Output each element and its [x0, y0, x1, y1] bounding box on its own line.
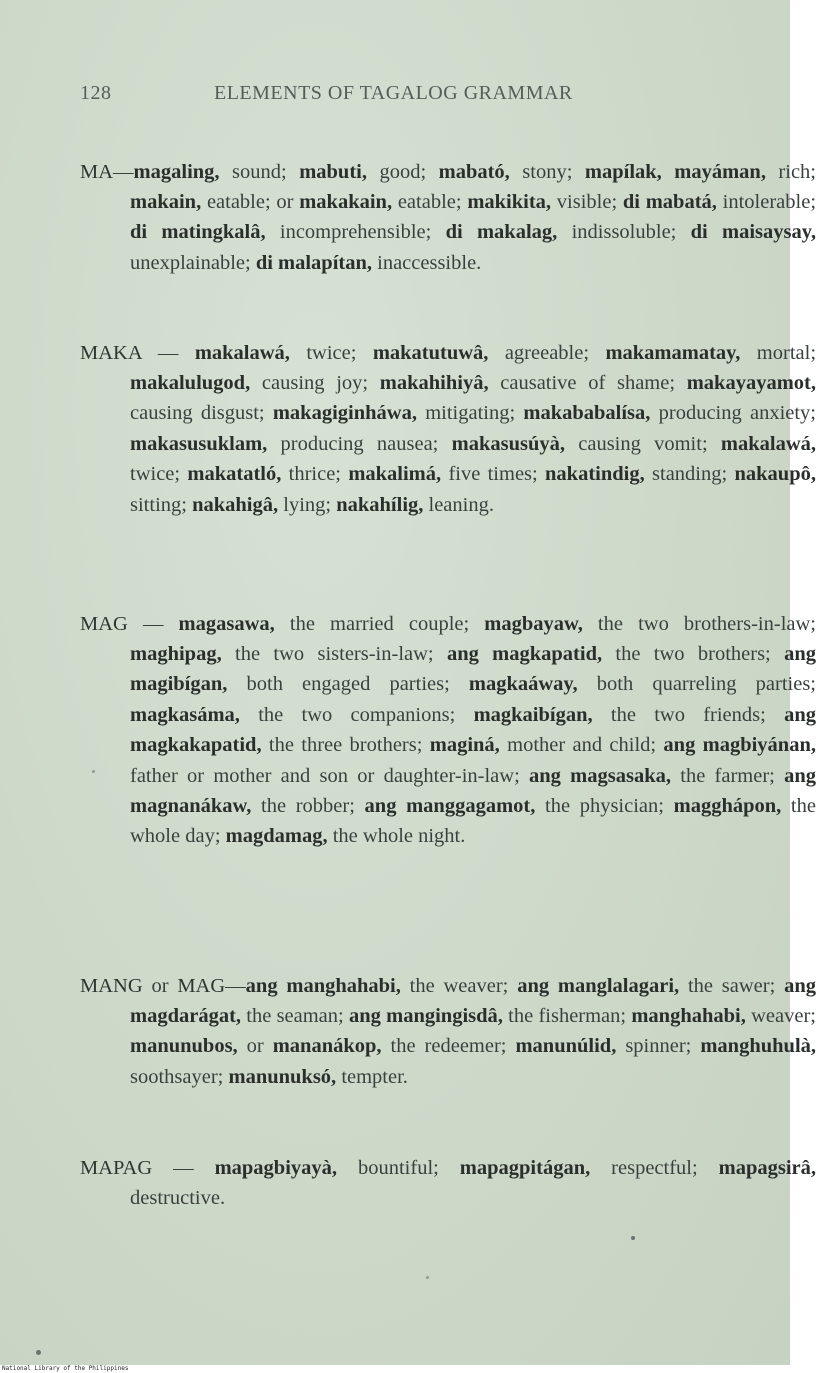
gloss-text: the two brothers-in-law; [582, 612, 816, 635]
gloss-text: the physician; [535, 794, 674, 817]
tagalog-term: manunúlid, [515, 1035, 617, 1058]
tagalog-term: makayayamot, [686, 371, 816, 394]
entry-maka [80, 338, 816, 520]
gloss-text: indissoluble; [557, 221, 691, 244]
tagalog-term: manghuhulà, [700, 1035, 816, 1058]
gloss-text: sitting; [130, 493, 193, 516]
gloss-text: eatable; [392, 190, 468, 213]
tagalog-term: magkaáway, [468, 673, 578, 696]
gloss-text: the whole day; [130, 794, 816, 848]
tagalog-term: ang manggagamot, [364, 794, 536, 817]
tagalog-term: mananákop, [272, 1035, 382, 1058]
tagalog-term: makahihiyâ, [379, 371, 489, 394]
gloss-text: rich; [765, 160, 816, 183]
tagalog-term: makalulugod, [130, 371, 251, 394]
tagalog-term: mapílak, mayáman, [584, 160, 766, 183]
tagalog-term: nakaupô, [734, 463, 816, 486]
tagalog-term: makakain, [299, 190, 393, 213]
entry-heading: MAKA [80, 341, 142, 364]
gloss-text: soothsayer; [130, 1065, 229, 1088]
gloss-text: causative of shame; [488, 371, 687, 394]
entry-mapag [80, 1153, 816, 1214]
tagalog-term: ang manghahabi, [245, 974, 401, 997]
gloss-text: respectful; [590, 1156, 719, 1179]
tagalog-term: maghipag, [130, 642, 222, 665]
gloss-text: intolerable; [716, 190, 816, 213]
gloss-text: twice; [130, 463, 188, 486]
tagalog-term: mabuti, [299, 160, 367, 183]
gloss-text: the two companions; [239, 703, 474, 726]
tagalog-term: makalimá, [348, 463, 442, 486]
entry-mang [80, 971, 816, 1093]
tagalog-term: nakahigâ, [192, 493, 279, 516]
gloss-text: — [127, 612, 179, 635]
tagalog-term: ang magnanákaw, [130, 764, 816, 817]
tagalog-term: ang magdarágat, [130, 974, 816, 1027]
gloss-text: or [142, 974, 178, 997]
gloss-text: tempter. [336, 1065, 408, 1088]
gloss-text: the weaver; [400, 974, 518, 997]
tagalog-term: magkasáma, [130, 703, 240, 726]
gloss-text: the seaman; [241, 1004, 349, 1027]
paper-speck [631, 1236, 635, 1240]
entry-heading: MAG [80, 612, 128, 635]
tagalog-term: makasusúyà, [451, 432, 565, 455]
tagalog-term: manunuksó, [228, 1065, 337, 1088]
gloss-text: the sawer; [679, 974, 785, 997]
paper-speck [92, 770, 95, 773]
tagalog-term: mapagbiyayà, [214, 1156, 338, 1179]
gloss-text: both engaged parties; [227, 673, 469, 696]
gloss-text: the two brothers; [602, 642, 785, 665]
gloss-text: inaccessible. [372, 251, 482, 274]
gloss-text: standing; [644, 463, 735, 486]
entry-heading: MAPAG [80, 1156, 153, 1179]
gloss-text: twice; [289, 341, 373, 364]
entry-ma [80, 157, 816, 279]
gloss-text: the farmer; [671, 764, 785, 787]
tagalog-term: di matingkalâ, [130, 221, 266, 244]
tagalog-term: di makalag, [445, 221, 558, 244]
gloss-text: the three brothers; [261, 734, 430, 757]
gloss-text: thrice; [281, 463, 349, 486]
tagalog-term: magaling, [133, 160, 220, 183]
gloss-text: producing nausea; [267, 432, 452, 455]
gloss-text: causing joy; [250, 371, 380, 394]
gloss-text: causing disgust; [130, 402, 273, 425]
gloss-text: spinner; [616, 1035, 701, 1058]
tagalog-term: manghahabi, [631, 1004, 746, 1027]
running-title: ELEMENTS OF TAGALOG GRAMMAR [214, 82, 573, 104]
tagalog-term: makikita, [467, 190, 552, 213]
gloss-text: leaning. [423, 493, 494, 516]
tagalog-term: ang magkakapatid, [130, 703, 816, 757]
tagalog-term: makamamatay, [605, 341, 741, 364]
gloss-text: — [225, 974, 246, 997]
gloss-text: mitigating; [416, 402, 524, 425]
gloss-text: the two friends; [592, 703, 785, 726]
gloss-text: — [113, 160, 134, 183]
gloss-text: the redeemer; [381, 1035, 516, 1058]
gloss-text: or [237, 1035, 273, 1058]
gloss-text: sound; [219, 160, 300, 183]
gloss-text: mother and child; [499, 734, 664, 757]
tagalog-term: makagiginháwa, [272, 402, 417, 425]
gloss-text: the married couple; [274, 612, 485, 635]
gloss-text: bountiful; [337, 1156, 460, 1179]
paper-speck [36, 1350, 41, 1355]
tagalog-term: di mabatá, [622, 190, 717, 213]
page-header [80, 82, 660, 112]
tagalog-term: magasawa, [178, 612, 275, 635]
entry-heading: MA [80, 160, 114, 183]
gloss-text: eatable; or [201, 190, 300, 213]
gloss-text: — [141, 341, 195, 364]
gloss-text: the whole night. [327, 825, 466, 848]
gloss-text: both quarreling parties; [577, 673, 816, 696]
tagalog-term: mapagpitágan, [459, 1156, 591, 1179]
gloss-text: father or mother and son or daughter-in-law; [130, 764, 530, 787]
entry-heading: MANG [80, 974, 143, 997]
tagalog-term: mabató, [438, 160, 510, 183]
tagalog-term: makababalísa, [523, 402, 651, 425]
tagalog-term: ang magibígan, [130, 642, 816, 696]
tagalog-term: ang magsasaka, [529, 764, 671, 787]
tagalog-term: ang magbiyánan, [663, 734, 816, 757]
gloss-text: weaver; [745, 1004, 816, 1027]
tagalog-term: makatutuwâ, [372, 341, 489, 364]
tagalog-term: magkaibígan, [473, 703, 593, 726]
tagalog-term: nakahílig, [336, 493, 424, 516]
gloss-text: the two sisters-in-law; [221, 642, 447, 665]
tagalog-term: di malapítan, [255, 251, 373, 274]
gloss-text: the robber; [251, 794, 365, 817]
tagalog-term: nakatindig, [545, 463, 645, 486]
entry-mag [80, 609, 816, 852]
gloss-text: the fisherman; [502, 1004, 632, 1027]
tagalog-term: ang magkapatid, [446, 642, 603, 665]
tagalog-term: magghápon, [673, 794, 782, 817]
tagalog-term: magdamag, [225, 825, 328, 848]
page-number: 128 [80, 82, 112, 104]
tagalog-term: ang manglalagari, [517, 974, 680, 997]
gloss-text: — [152, 1156, 215, 1179]
gloss-text: agreeable; [488, 341, 606, 364]
paper-speck [426, 1276, 429, 1279]
tagalog-term: ang mangingisdâ, [348, 1004, 503, 1027]
library-credit: National Library of the Philippines [2, 1365, 129, 1372]
tagalog-term: magbayaw, [484, 612, 583, 635]
gloss-text: stony; [509, 160, 585, 183]
tagalog-term: makatatló, [187, 463, 282, 486]
tagalog-term: makasusuklam, [130, 432, 268, 455]
footer [0, 1365, 790, 1373]
tagalog-term: manunubos, [130, 1035, 238, 1058]
gloss-text: mortal; [740, 341, 816, 364]
gloss-text: unexplainable; [130, 251, 256, 274]
gloss-text: five times; [441, 463, 546, 486]
gloss-text: producing anxiety; [650, 402, 816, 425]
gloss-text: incomprehensible; [265, 221, 446, 244]
gloss-text: visible; [551, 190, 623, 213]
tagalog-term: mapagsirâ, [718, 1156, 816, 1179]
tagalog-term: makalawá, [720, 432, 816, 455]
gloss-text: destructive. [130, 1186, 226, 1209]
entry-heading: MAG [177, 974, 226, 997]
gloss-text: lying; [278, 493, 337, 516]
gloss-text: causing vomit; [565, 432, 721, 455]
tagalog-term: makalawá, [194, 341, 290, 364]
tagalog-term: makain, [130, 190, 202, 213]
tagalog-term: di maisaysay, [690, 221, 816, 244]
tagalog-term: maginá, [429, 734, 500, 757]
gloss-text: good; [366, 160, 439, 183]
